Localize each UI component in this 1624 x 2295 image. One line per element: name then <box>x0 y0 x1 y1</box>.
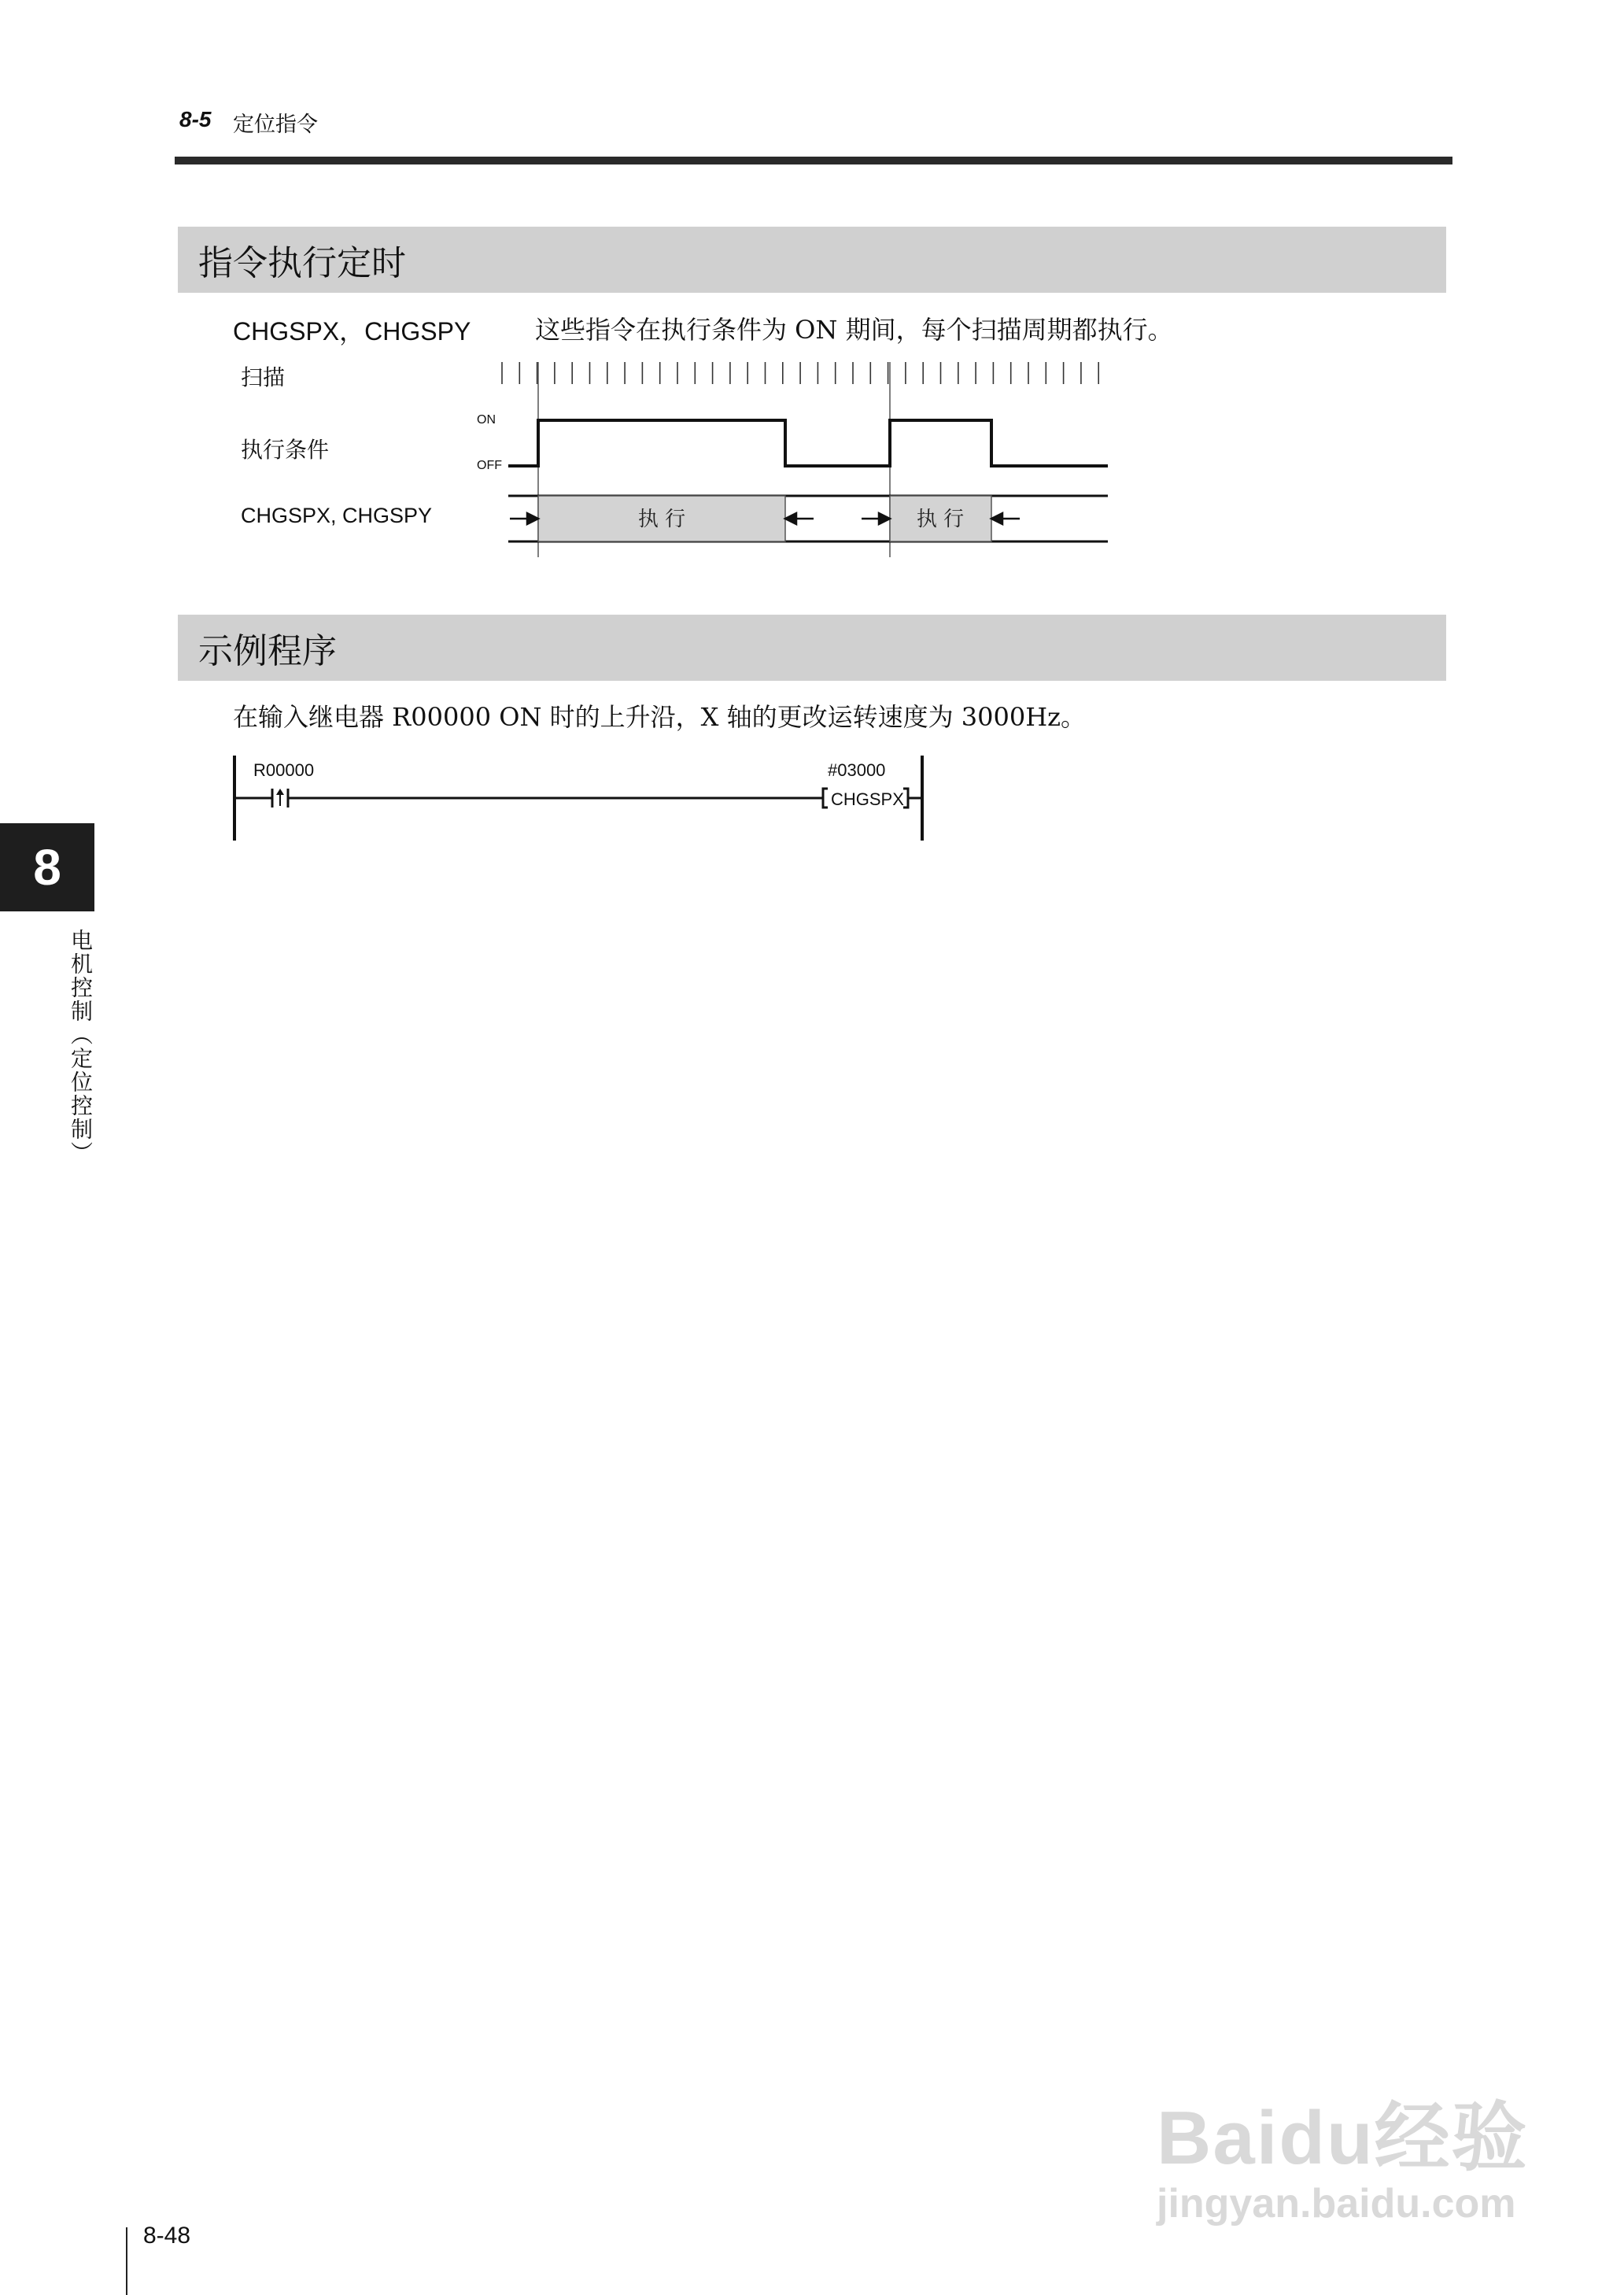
off-label: OFF <box>477 459 502 472</box>
watermark-logo: Baidu经验 <box>1157 2096 1529 2180</box>
command-description: 这些指令在执行条件为 ON 期间，每个扫描周期都执行。 <box>535 315 1173 345</box>
watermark-url: jingyan.baidu.com <box>1157 2181 1516 2227</box>
section-title-timing: 指令执行定时 <box>198 243 406 283</box>
header-divider <box>175 157 1452 164</box>
contact-label: R00000 <box>253 760 315 780</box>
scan-label: 扫描 <box>241 364 286 390</box>
condition-waveform <box>508 420 1108 466</box>
command-names: CHGSPX，CHGSPY <box>233 317 471 346</box>
section-title-example: 示例程序 <box>198 631 337 671</box>
timing-diagram <box>472 346 1117 567</box>
page-number: 8-48 <box>143 2223 191 2249</box>
chapter-title: 定位指令 <box>233 113 318 137</box>
condition-label: 执行条件 <box>241 437 330 463</box>
operand-label: #03000 <box>828 760 886 780</box>
scan-ticks <box>502 362 1098 384</box>
ladder-diagram <box>228 752 936 855</box>
example-description: 在输入继电器 R00000 ON 时的上升沿，X 轴的更改运转速度为 3000Hz。 <box>233 702 1086 732</box>
footer-rule <box>126 2227 127 2295</box>
exec-text-1: 执 行 <box>637 508 686 531</box>
instruction-label: CHGSPX <box>831 789 904 809</box>
section-bar-example <box>178 615 1446 681</box>
chapter-tab-number: 8 <box>33 839 61 896</box>
on-label: ON <box>477 413 496 427</box>
chapter-tab-text: 电机控制（定位控制） <box>68 929 94 1165</box>
chapter-code: 8-5 <box>179 107 212 131</box>
exec-text-2: 执 行 <box>916 508 965 531</box>
exec-row-label: CHGSPX, CHGSPY <box>241 504 433 527</box>
